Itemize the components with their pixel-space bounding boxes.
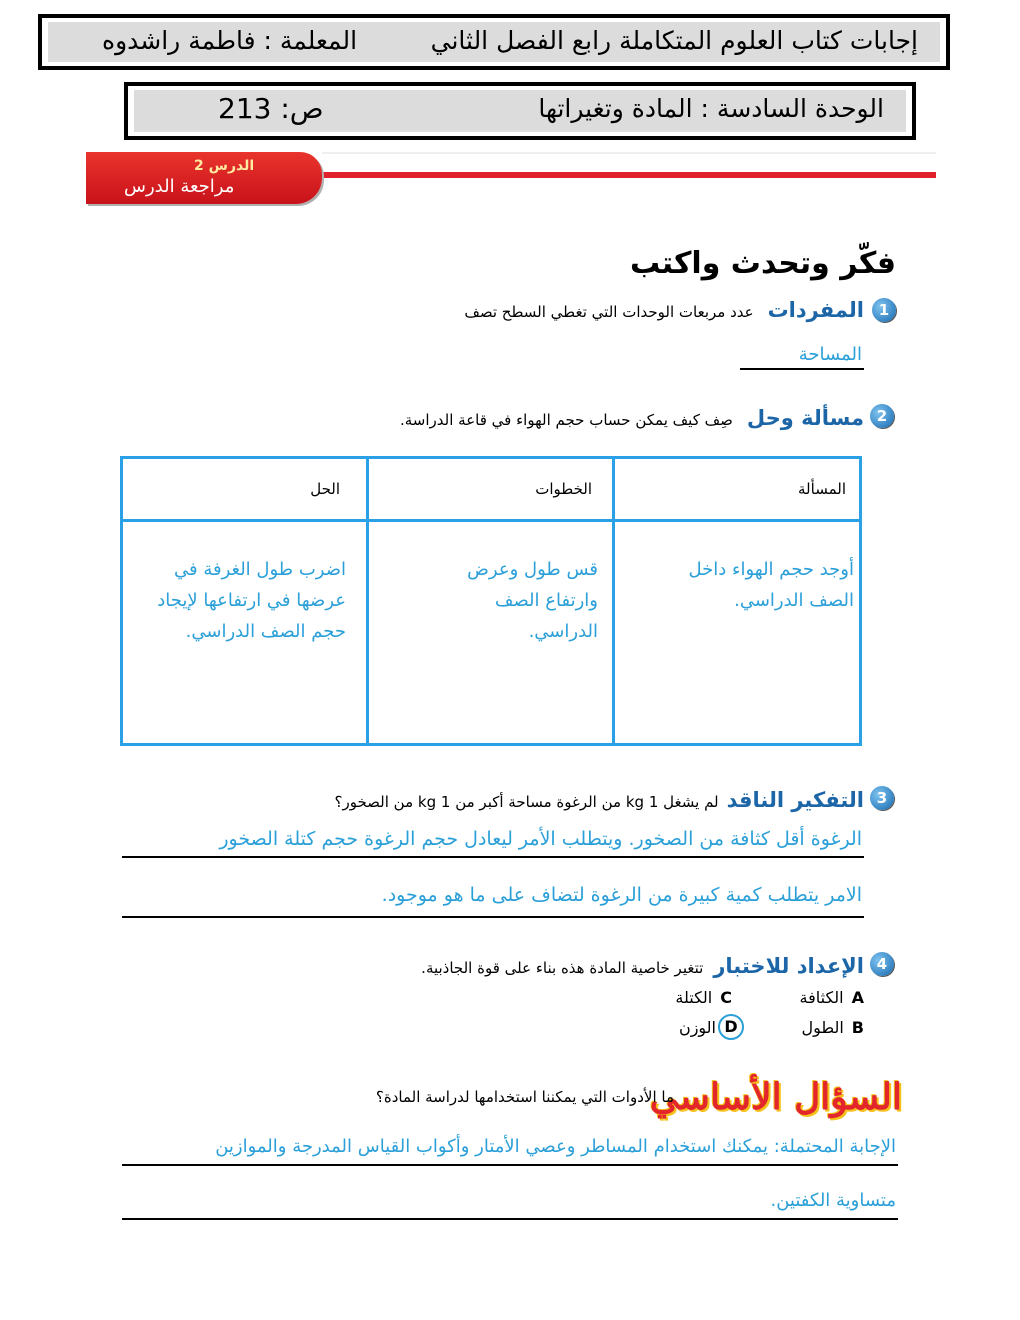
- question-2-number-icon: 2: [870, 404, 894, 428]
- question-3: [335, 788, 864, 812]
- book-title: إجابات كتاب العلوم المتكاملة رابع الفصل الثاني: [430, 26, 918, 55]
- q3-answer-underline-1: [122, 856, 864, 858]
- q3-answer-line-1: الرغوة أقل كثافة من الصخور. ويتطلب الأمر ليعادل حجم الرغوة حجم كتلة الصخور: [219, 828, 862, 850]
- teacher-name: المعلمة : فاطمة راشدوه: [102, 26, 358, 55]
- table-header-problem: المسألة: [798, 480, 846, 498]
- option-a-text: الكثافة: [799, 988, 844, 1007]
- q2-text: صِف كيف يمكن حساب حجم الهواء في قاعة الدراسة.: [400, 411, 733, 429]
- lesson-review-tab: [86, 152, 322, 204]
- question-1: [464, 298, 864, 322]
- q4-label: الإعداد للاختبار: [713, 954, 864, 978]
- option-b-text: الطول: [801, 1018, 844, 1037]
- table-header-solution: الحل: [310, 480, 340, 498]
- option-c-text: الكتلة: [675, 988, 713, 1007]
- option-a-letter: A: [851, 988, 864, 1007]
- lesson-review-label: مراجعة الدرس: [124, 176, 235, 197]
- essential-answer-line-1: الإجابة المحتملة: يمكنك استخدام المساطر وعصي الأمتار وأكواب القياس المدرجة والموازين: [215, 1136, 896, 1157]
- q1-text: عدد مربعات الوحدات التي تغطي السطح تصف: [464, 303, 754, 321]
- option-c-letter: C: [720, 988, 732, 1007]
- q3-label: التفكير الناقد: [726, 788, 864, 812]
- question-1-number-icon: 1: [872, 298, 896, 322]
- lesson-number: الدرس 2: [194, 158, 255, 174]
- option-a[interactable]: [800, 988, 864, 1007]
- tab-divider-top: [322, 152, 936, 154]
- essential-answer-line-2: متساوية الكفتين.: [770, 1190, 896, 1211]
- unit-box: [124, 82, 916, 140]
- table-col-divider-1: [366, 456, 369, 746]
- table-cell-problem: أوجد حجم الهواء داخل الصف الدراسي.: [688, 559, 854, 611]
- table-cell-steps: قس طول وعرض وارتفاع الصف الدراسي.: [467, 559, 598, 642]
- question-4-number-icon: 4: [870, 952, 894, 976]
- q1-answer: المساحة: [798, 344, 862, 365]
- essential-question-label: السؤال الأساسي: [649, 1076, 902, 1118]
- header-title-box: [38, 14, 950, 70]
- essential-answer-underline-1: [122, 1164, 898, 1166]
- essential-answer-underline-2: [122, 1218, 898, 1220]
- option-d-text: الوزن: [678, 1017, 716, 1037]
- table-col-divider-2: [612, 456, 615, 746]
- q3-answer-line-2: الامر يتطلب كمية كبيرة من الرغوة لتضاف على ما هو موجود.: [381, 884, 862, 906]
- option-b[interactable]: [801, 1018, 864, 1037]
- q3-answer-underline-2: [122, 916, 864, 918]
- q1-label: المفردات: [767, 298, 864, 322]
- q2-label: مسألة وحل: [746, 406, 864, 430]
- tab-divider-red: [322, 172, 936, 178]
- table-header-divider: [120, 519, 862, 522]
- option-b-letter: B: [851, 1018, 864, 1037]
- table-header-steps: الخطوات: [535, 480, 592, 498]
- question-2: [400, 406, 864, 430]
- q1-answer-line: [740, 368, 864, 370]
- q4-text: تتغير خاصية المادة هذه بناء على قوة الجاذبية.: [421, 959, 704, 977]
- option-d-selected-circle: D: [718, 1014, 744, 1040]
- essential-question-text: ما الأدوات التي يمكننا استخدامها لدراسة المادة؟: [375, 1088, 674, 1106]
- question-3-number-icon: 3: [870, 786, 894, 810]
- question-4: [421, 954, 864, 978]
- section-title: فكّر وتحدث واكتب: [629, 246, 896, 281]
- q3-text: لم يشغل 1 kg من الرغوة مساحة أكبر من 1 kg من الصخور؟: [334, 793, 719, 811]
- option-c[interactable]: [675, 988, 732, 1007]
- option-d[interactable]: [679, 1014, 744, 1040]
- table-cell-solution: اضرب طول الغرفة في عرضها في ارتفاعها لإيجاد حجم الصف الدراسي.: [157, 559, 346, 642]
- page-number: ص: 213: [218, 92, 324, 125]
- unit-title: الوحدة السادسة : المادة وتغيراتها: [538, 94, 884, 123]
